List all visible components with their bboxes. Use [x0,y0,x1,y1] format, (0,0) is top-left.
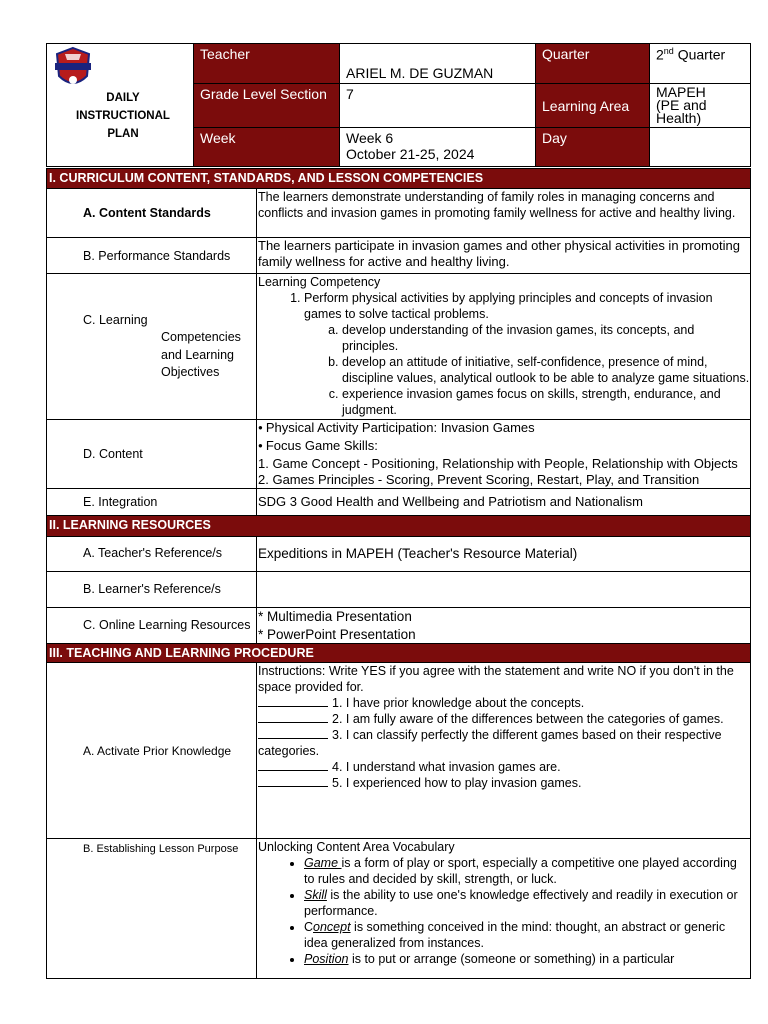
objective-item-b: b. develop an attitude of initiative, self-confidence, presence of mind, discipline values, analytical outlook to be able to analyze game situations. [342,354,750,386]
statement-item: 4. I understand what invasion games are. [258,759,750,775]
vocabulary-item: • Game is a form of play or sport, especially a competitive one played according to rules and decided by skill, strength, or luck. [304,855,750,887]
plan-title-line-3: PLAN [107,128,139,140]
grade-value: 7 [340,84,536,128]
school-logo-icon [53,46,93,90]
competency-heading: Learning Competency [258,275,381,289]
week-value: Week 6 October 21-25, 2024 [340,128,536,167]
section-3-title: III. TEACHING AND LEARNING PROCEDURE [47,644,751,663]
statement-item: 1. I have prior knowledge about the concepts. [258,695,750,711]
statement-item: 5. I experienced how to play invasion games. [258,775,750,791]
learner-reference-text [257,572,751,608]
performance-standards-label: B. Performance Standards [47,238,257,274]
answer-blank[interactable] [258,722,328,723]
teacher-label: Teacher [194,44,340,84]
learner-reference-label: B. Learner's Reference/s [47,572,257,608]
competencies-label: C. Learning Competencies and Learning Objectives [47,274,257,420]
quarter-value: 2nd Quarter [650,44,751,84]
week-label: Week [194,128,340,167]
vocabulary-item: • Skill is the ability to use one's knowledge effectively and readily in execution or performance. [304,887,750,919]
content-standards-label: A. Content Standards [47,189,257,238]
section-2-title: II. LEARNING RESOURCES [47,516,751,537]
plan-title-line-2: INSTRUCTIONAL [76,110,170,122]
objective-item-a: a. develop understanding of the invasion games, its concepts, and principles. [342,322,750,354]
area-value: MAPEH (PE and Health) [650,84,751,128]
vocabulary-item: • Position is to put or arrange (someone or something) in a particular [304,951,750,967]
activate-knowledge-label: A. Activate Prior Knowledge [47,663,257,839]
performance-standards-text: The learners participate in invasion games and other physical activities in promoting family wellness for active and healthy living. [257,238,751,274]
answer-blank[interactable] [258,770,328,771]
teacher-reference-text: Expeditions in MAPEH (Teacher's Resource Material) [257,537,751,572]
lesson-purpose-content [257,839,751,979]
header-table [46,43,751,167]
grade-label: Grade Level Section [194,84,340,128]
objective-item-c: c. experience invasion games focus on skills, strength, endurance, and judgment. [342,386,750,418]
day-value [650,128,751,167]
answer-blank[interactable] [258,786,328,787]
objective-list [304,322,750,418]
content-text: ● Physical Activity Participation: Invasion Games ● Focus Game Skills: 1. Game Concept - Positioning, Relationship with People, Relationship with Objects 2. Games Principles - Scoring, Prevent Scoring, Restart, Play, and Transition [257,420,751,489]
day-label: Day [536,128,650,167]
teacher-reference-label: A. Teacher's Reference/s [47,537,257,572]
activate-knowledge-content [257,663,751,839]
vocabulary-item: • Concept is something conceived in the mind: thought, an abstract or generic idea generalized from instances. [304,919,750,951]
section-1-title: I. CURRICULUM CONTENT, STANDARDS, AND LESSON COMPETENCIES [47,169,751,189]
statement-item: 3. I can classify perfectly the different games based on their respective categories. [258,728,722,758]
answer-blank[interactable] [258,738,328,739]
online-resources-label: C. Online Learning Resources [47,608,257,644]
vocabulary-list [258,855,750,967]
integration-text: SDG 3 Good Health and Wellbeing and Patriotism and Nationalism [257,489,751,516]
statement-item: 2. I am fully aware of the differences between the categories of games. [258,711,750,727]
content-label: D. Content [47,420,257,489]
competencies-content [257,274,751,420]
integration-label: E. Integration [47,489,257,516]
plan-table [46,168,751,979]
activity-instructions: Instructions: Write YES if you agree with the statement and write NO if you don't in the space provided for. [258,664,734,694]
area-label: Learning Area [536,84,650,128]
plan-title-cell [47,44,194,167]
plan-title-line-1: DAILY [106,92,140,104]
content-standards-text: The learners demonstrate understanding of family roles in managing concerns and conflicts and invasion games in promoting family wellness for active and healthy living. [257,189,751,238]
quarter-label: Quarter [536,44,650,84]
lesson-purpose-label: B. Establishing Lesson Purpose [47,839,257,979]
online-resources-text: * Multimedia Presentation * PowerPoint Presentation [257,608,751,644]
answer-blank[interactable] [258,706,328,707]
competency-item: 1. Perform physical activities by applying principles and concepts of invasion games to solve tactical problems. a. develop understanding of the invasion games, its concepts, and principles. b. develop an attitude of initiative, self-confidence, presence of mind, discipline values, analytical outlook to be able to analyze game situations. c. experience invasion games focus on skills, strength, endurance, and judgment. [304,290,750,418]
teacher-value: ARIEL M. DE GUZMAN [340,44,536,84]
vocabulary-heading: Unlocking Content Area Vocabulary [258,840,455,854]
competency-list [258,290,750,418]
